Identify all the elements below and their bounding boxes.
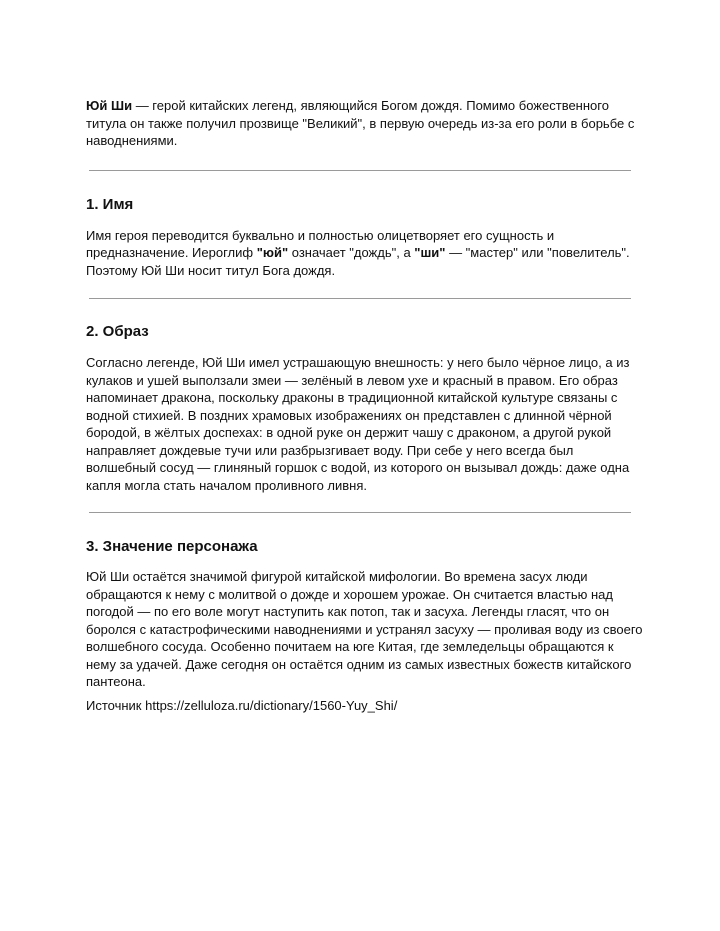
section-name-text-a: Имя героя переводится буквально и полностью олицетворяет его сущность и предназначение. Иероглиф (86, 227, 555, 260)
section-significance-paragraph: Юй Ши остаётся значимой фигурой китайской мифологии. Во времена засух люди обращаются к нему с молитвой о дожде и хорошем урожае. Он считается властью над погодой — по его воле могут наступить как потоп, так и засуха. Легенды гласят, что он боролся с катастрофическими наводнениями и устранял засуху — проливая воду из своего волшебного сосуда. Особенно почитаем на юге Китая, где земледельцы обращаются к нему за удачей. Даже сегодня он остаётся одним из самых известных божеств китайского пантеона. (86, 569, 643, 689)
section-heading-image: 2. Образ (86, 323, 149, 340)
section-heading-name: 1. Имя (86, 195, 134, 213)
section-name-text-c: — "мастер" или "повелитель". Поэтому Юй Ши носит титул Бога дождя. (86, 245, 630, 278)
source-line: Источник https://zelluloza.ru/dictionary/1560-Yuy_Shi/ (86, 697, 398, 713)
term-shi: "ши" (414, 245, 446, 260)
document-body (86, 97, 646, 714)
section-name-paragraph (86, 227, 646, 280)
hero-name: Юй Ши (86, 98, 133, 113)
intro-text: — герой китайских легенд, являющийся Богом дождя. Помимо божественного титула он также получил прозвище "Великий", в первую очередь из-за его роли в борьбе с наводнениями. (86, 98, 635, 148)
section-heading-significance: 3. Значение персонажа (86, 538, 258, 555)
section-divider (89, 298, 631, 299)
section-image-paragraph: Согласно легенде, Юй Ши имел устрашающую внешность: у него было чёрное лицо, а из кулаков и ушей выползали змеи — зелёный в левом ухе и красный в правом. Его образ напоминает дракона, поскольку драконы в традиционной китайской культуре связаны с водной стихией. В поздних храмовых изображениях он представлен с длинной чёрной бородой, в жёлтых доспехах: в одной руке он держит чашу с драконом, а другой рукой направляет дождевые тучи или разбрызгивает воду. При себе у него всегда был волшебный сосуд — глиняный горшок с водой, из которого он вызывал дождь: даже одна капля могла стать началом проливного ливня. (86, 355, 630, 493)
term-yui: "юй" (256, 245, 289, 260)
intro-paragraph (86, 97, 646, 150)
section-divider (89, 512, 631, 513)
section-name-text-b: означает "дождь", а (288, 245, 415, 260)
section-divider (89, 170, 631, 171)
